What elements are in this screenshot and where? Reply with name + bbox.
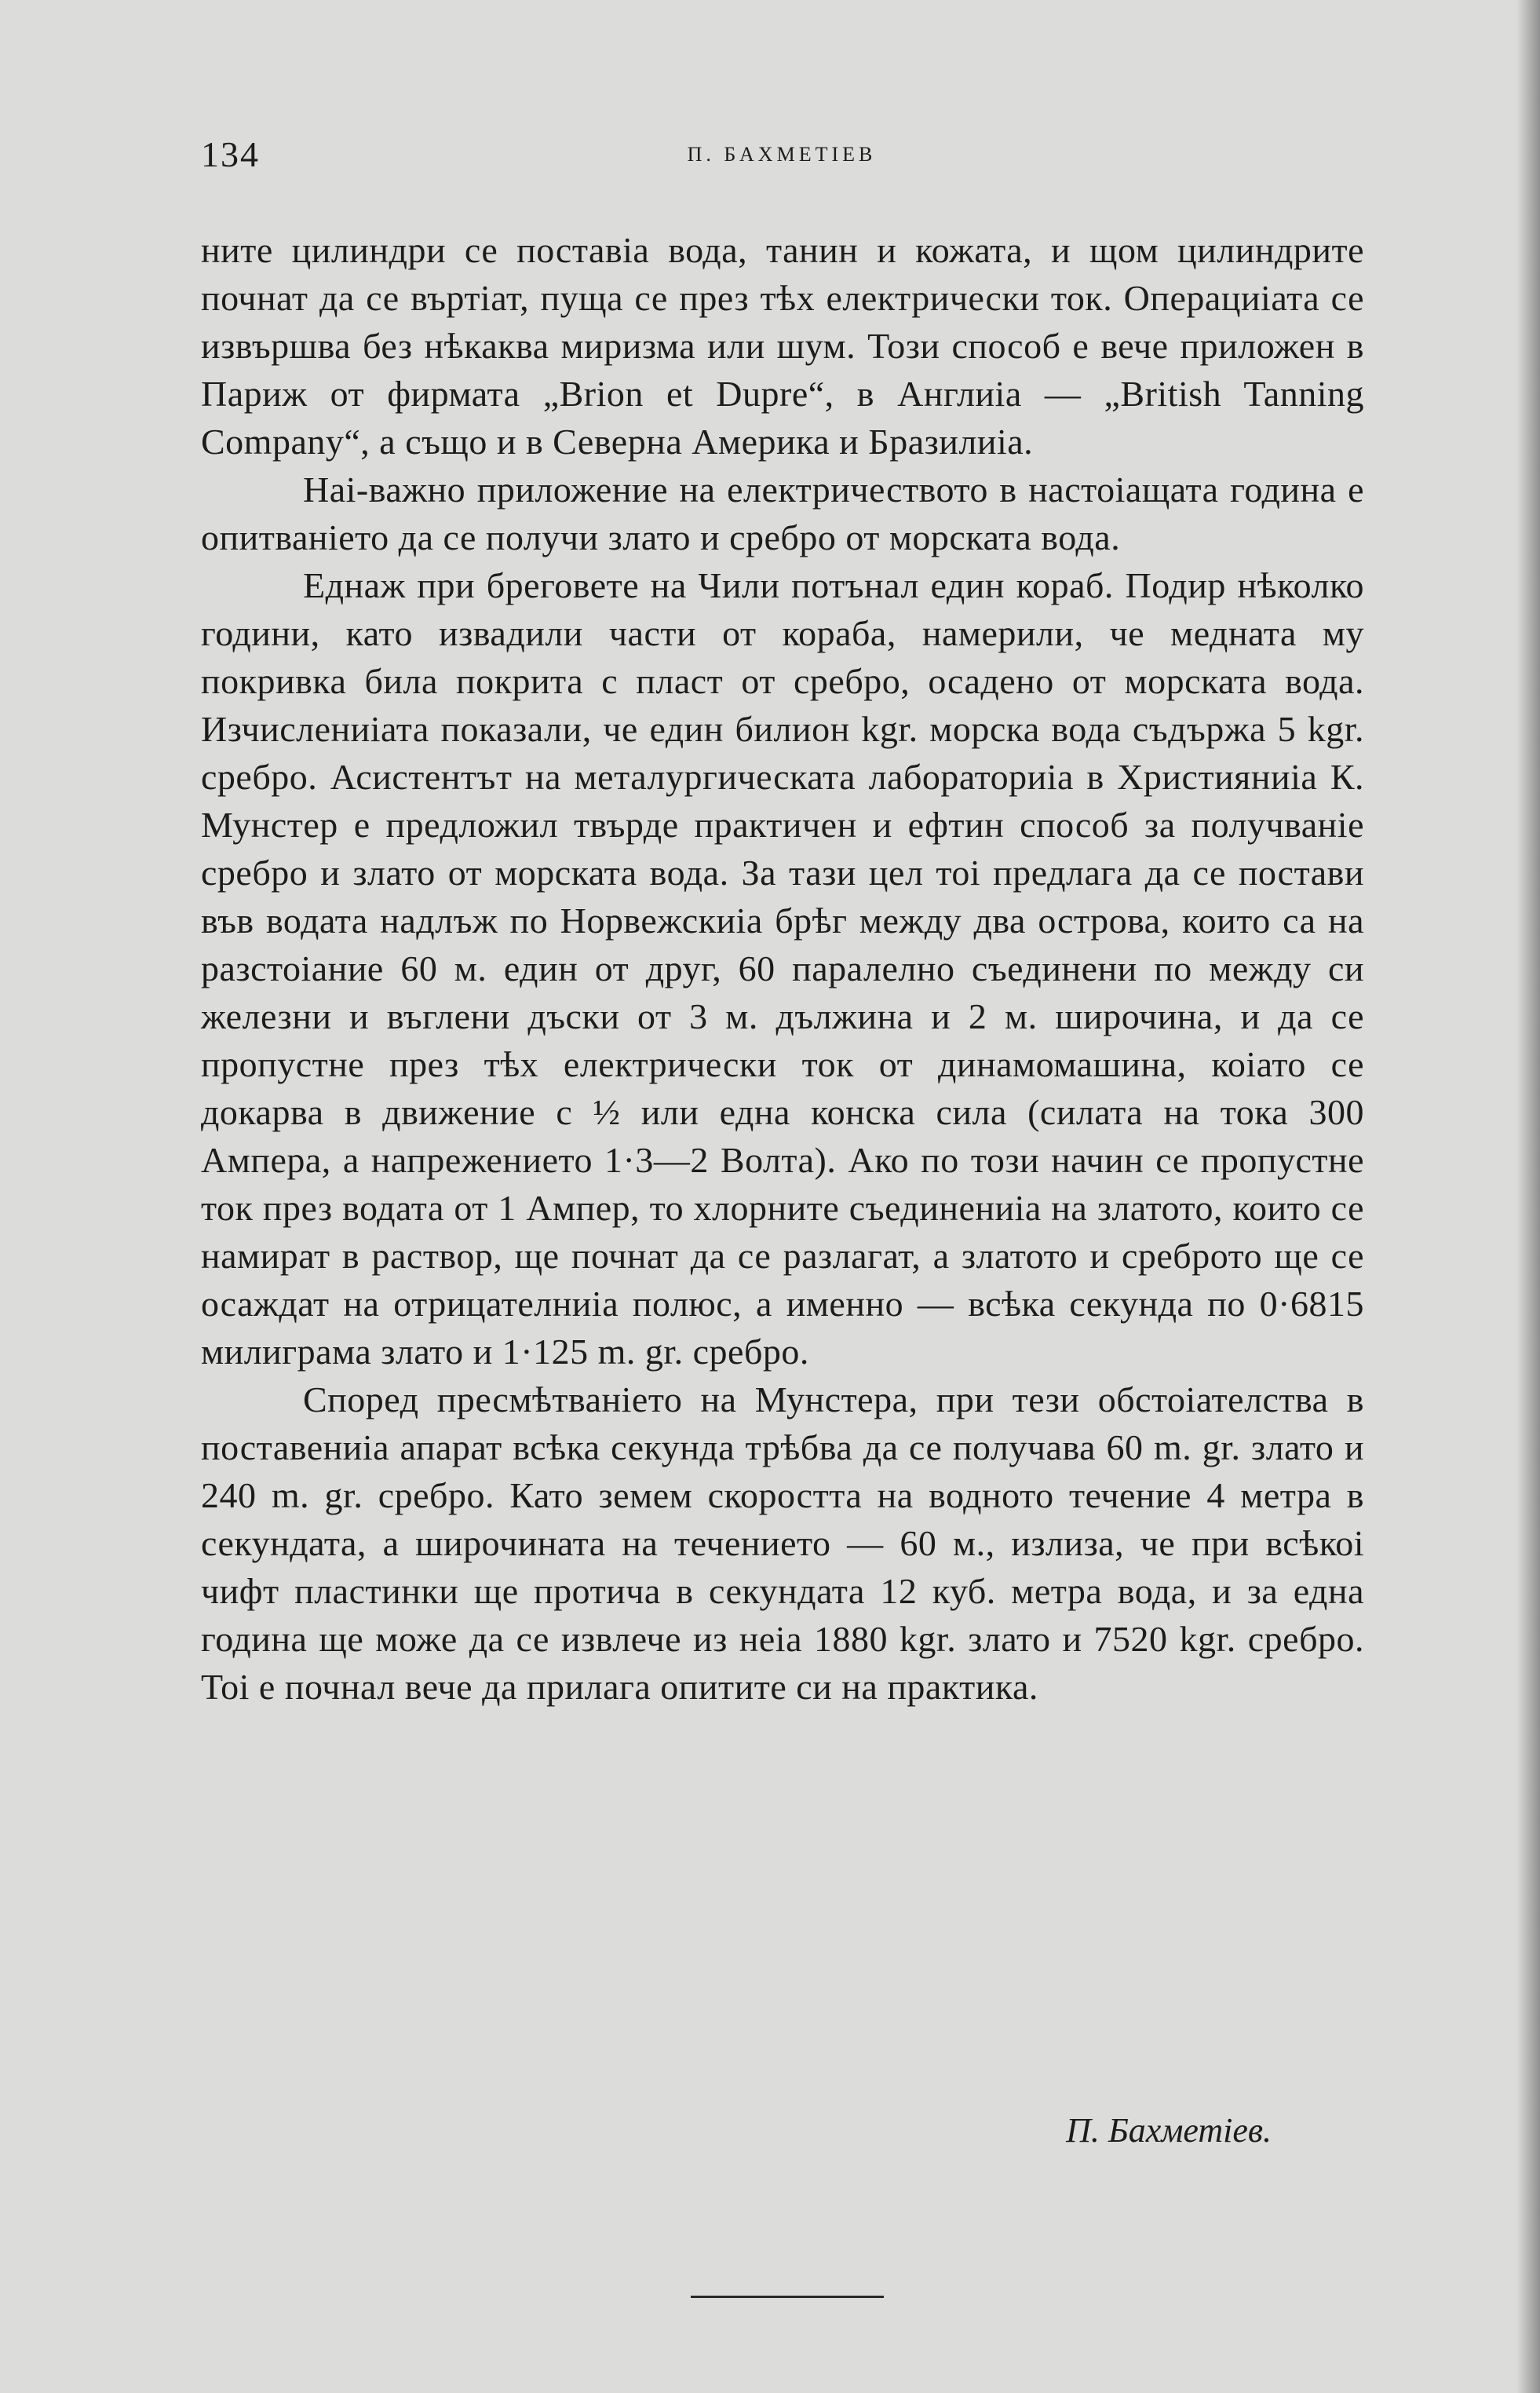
paragraph-chile-shipwreck: Еднаж при бреговете на Чили потънал един кораб. Подир нѣколко години, като извадили части от кораба, намерили, че медната му покривка била покрита с пласт от сребро, осадено от морската вода. Изчислениіата показали, че един билион kgr. морска вода съдържа 5 kgr. сребро. Асистентът на металургическата лабораториіа в Християниіа К. Мунстер е предложил твърде практичен и ефтин способ за получваніе сребро и злато от морската вода. За тази цел тоі предлага да се постави във водата надлъж по Норвежскиіа брѣг между два острова, които са на разстоіание 60 м. един от друг, 60 паралелно съединени по между си железни и въглени дъски от 3 м. дължина и 2 м. широчина, и да се пропустне през тѣх електрически ток от динамомашина, коіато се докарва в движение с ½ или една конска сила (силата на тока 300 Ампера, а напрежението 1·3—2 Волта). Ако по този начин се пропустне ток през водата от 1 Ампер, то хлорните съединениіа на златото, които се намират в раствор, ще почнат да се разлагат, а златото и среброто ще се осаждат на отрицателниіа полюс, а именно — всѣка секунда по 0·6815 милиграма злато и 1·125 m. gr. сребро.	[201, 565, 1364, 1372]
author-signature: П. Бахметіев.	[1066, 2111, 1272, 2150]
page-number: 134	[201, 134, 260, 174]
running-head: П. БАХМЕТІЕВ	[687, 143, 877, 166]
paragraph-continuation: ните цилиндри се поставіа вода, танин и кожата, и щом цилиндрите почнат да се въртіат, пуща се през тѣх електрически ток. Операциіата се извършва без нѣкаква миризма или шум. Този способ е вече приложен в Париж от фирмата „Brion et Dupre“, в Англиіа — „British Tanning Company“, а също и в Северна Америка и Бразилиіа.	[201, 230, 1364, 462]
page-edge-shadow	[1516, 0, 1540, 2393]
paragraph-gold-from-seawater: Наі-важно приложение на електричеството в настоіащата година е опитваніето да се получи злато и сребро от морската вода.	[201, 469, 1364, 557]
page-header	[201, 133, 1363, 181]
end-rule	[691, 2296, 884, 2298]
paragraph-munster-calculation: Според пресмѣтваніето на Мунстера, при тези обстоіателства в поставениіа апарат всѣка секунда трѣбва да се получава 60 m. gr. злато и 240 m. gr. сребро. Като земем скоростта на водното течение 4 метра в секундата, а широчината на течението — 60 м., излиза, че при всѣкоі чифт пластинки ще протича в секундата 12 куб. метра вода, и за една година ще може да се извлече из неіа 1880 kgr. злато и 7520 kgr. сребро. Тоі е почнал вече да прилага опитите си на практика.	[201, 1379, 1364, 1707]
body-text	[201, 226, 1364, 1711]
